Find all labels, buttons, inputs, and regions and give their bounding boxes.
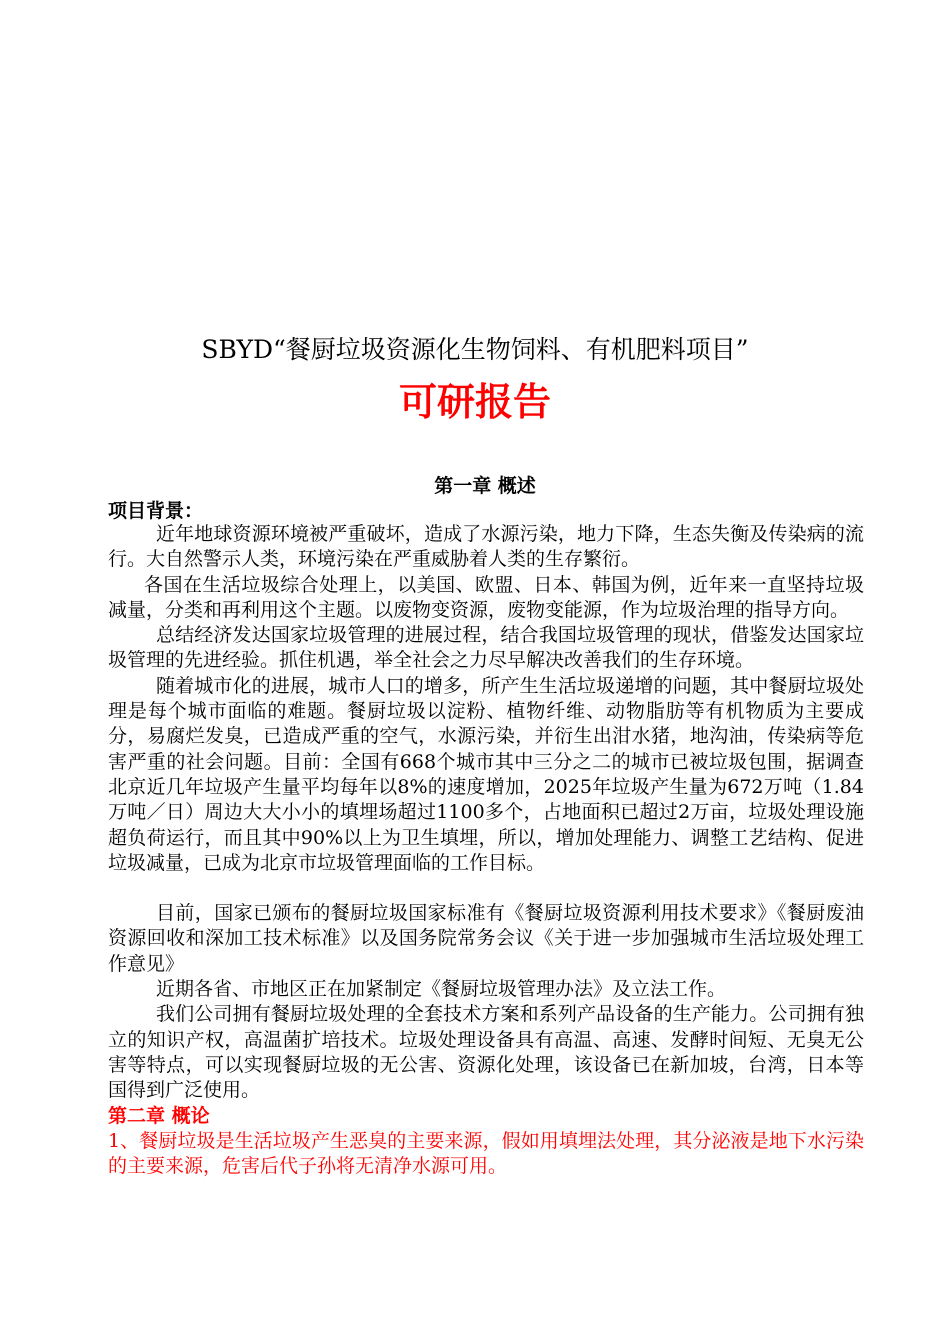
paragraph-5: 目前，国家已颁布的餐厨垃圾国家标准有《餐厨垃圾资源利用技术要求》《餐厨废油资源回收和深加工技术标准》以及国务院常务会议《关于进一步加强城市生活垃圾处理工作意见》 (108, 902, 864, 975)
project-title: SBYD“餐厨垃圾资源化生物饲料、有机肥料项目” (201, 335, 749, 364)
paragraph-7: 我们公司拥有餐厨垃圾处理的全套技术方案和系列产品设备的生产能力。公司拥有独立的知识产权，高温菌扩培技术。垃圾处理设备具有高温、高速、发酵时间短、无臭无公害等特点，可以实现餐厨垃圾的无公害、资源化处理，该设备已在新加坡，台湾，日本等国得到广泛使用。 (108, 1003, 864, 1102)
paragraph-4: 随着城市化的进展，城市人口的增多，所产生生活垃圾递增的问题，其中餐厨垃圾处理是每个城市面临的难题。餐厨垃圾以淀粉、植物纤维、动物脂肪等有机物质为主要成分，易腐烂发臭，已造成严重的空气，水源污染，并衍生出泔水猪，地沟油，传染病等危害严重的社会问题。目前：全国有668个城市其中三分之二的城市已被垃圾包围，据调查北京近几年垃圾产生量平均每年以8%的速度增加，2025年垃圾产生量为672万吨（1.84万吨／日）周边大大小小的填埋场超过1100多个，占地面积已超过2万亩，垃圾处理设施超负荷运行，而且其中90%以上为卫生填埋，所以，增加处理能力、调整工艺结构、促进垃圾减量，已成为北京市垃圾管理面临的工作目标。 (108, 674, 864, 874)
paragraph-1: 近年地球资源环境被严重破坏，造成了水源污染，地力下降，生态失衡及传染病的流行。大自然警示人类，环境污染在严重威胁着人类的生存繁衍。 (108, 523, 864, 571)
chapter-1-heading: 第一章 概述 (434, 475, 536, 497)
paragraph-spacer (108, 876, 864, 901)
document-body (108, 522, 864, 1179)
paragraph-2: 各国在生活垃圾综合处理上，以美国、欧盟、日本、韩国为例，近年来一直坚持垃圾减量，分类和再利用这个主题。以废物变资源，废物变能源，作为垃圾治理的指导方向。 (108, 573, 864, 621)
paragraph-6: 近期各省、市地区正在加紧制定《餐厨垃圾管理办法》及立法工作。 (156, 978, 727, 1001)
chapter-2-heading: 第二章 概论 (108, 1104, 210, 1127)
background-heading: 项目背景： (108, 500, 204, 522)
report-title: 可研报告 (398, 380, 551, 424)
paragraph-3: 总结经济发达国家垃圾管理的进展过程，结合我国垃圾管理的现状，借鉴发达国家垃圾管理的先进经验。抓住机遇，举全社会之力尽早解决改善我们的生存环境。 (108, 624, 864, 672)
chapter-2-point-1: 1、餐厨垃圾是生活垃圾产生恶臭的主要来源，假如用填埋法处理，其分泌液是地下水污染的主要来源，危害后代子孙将无清净水源可用。 (108, 1129, 864, 1178)
